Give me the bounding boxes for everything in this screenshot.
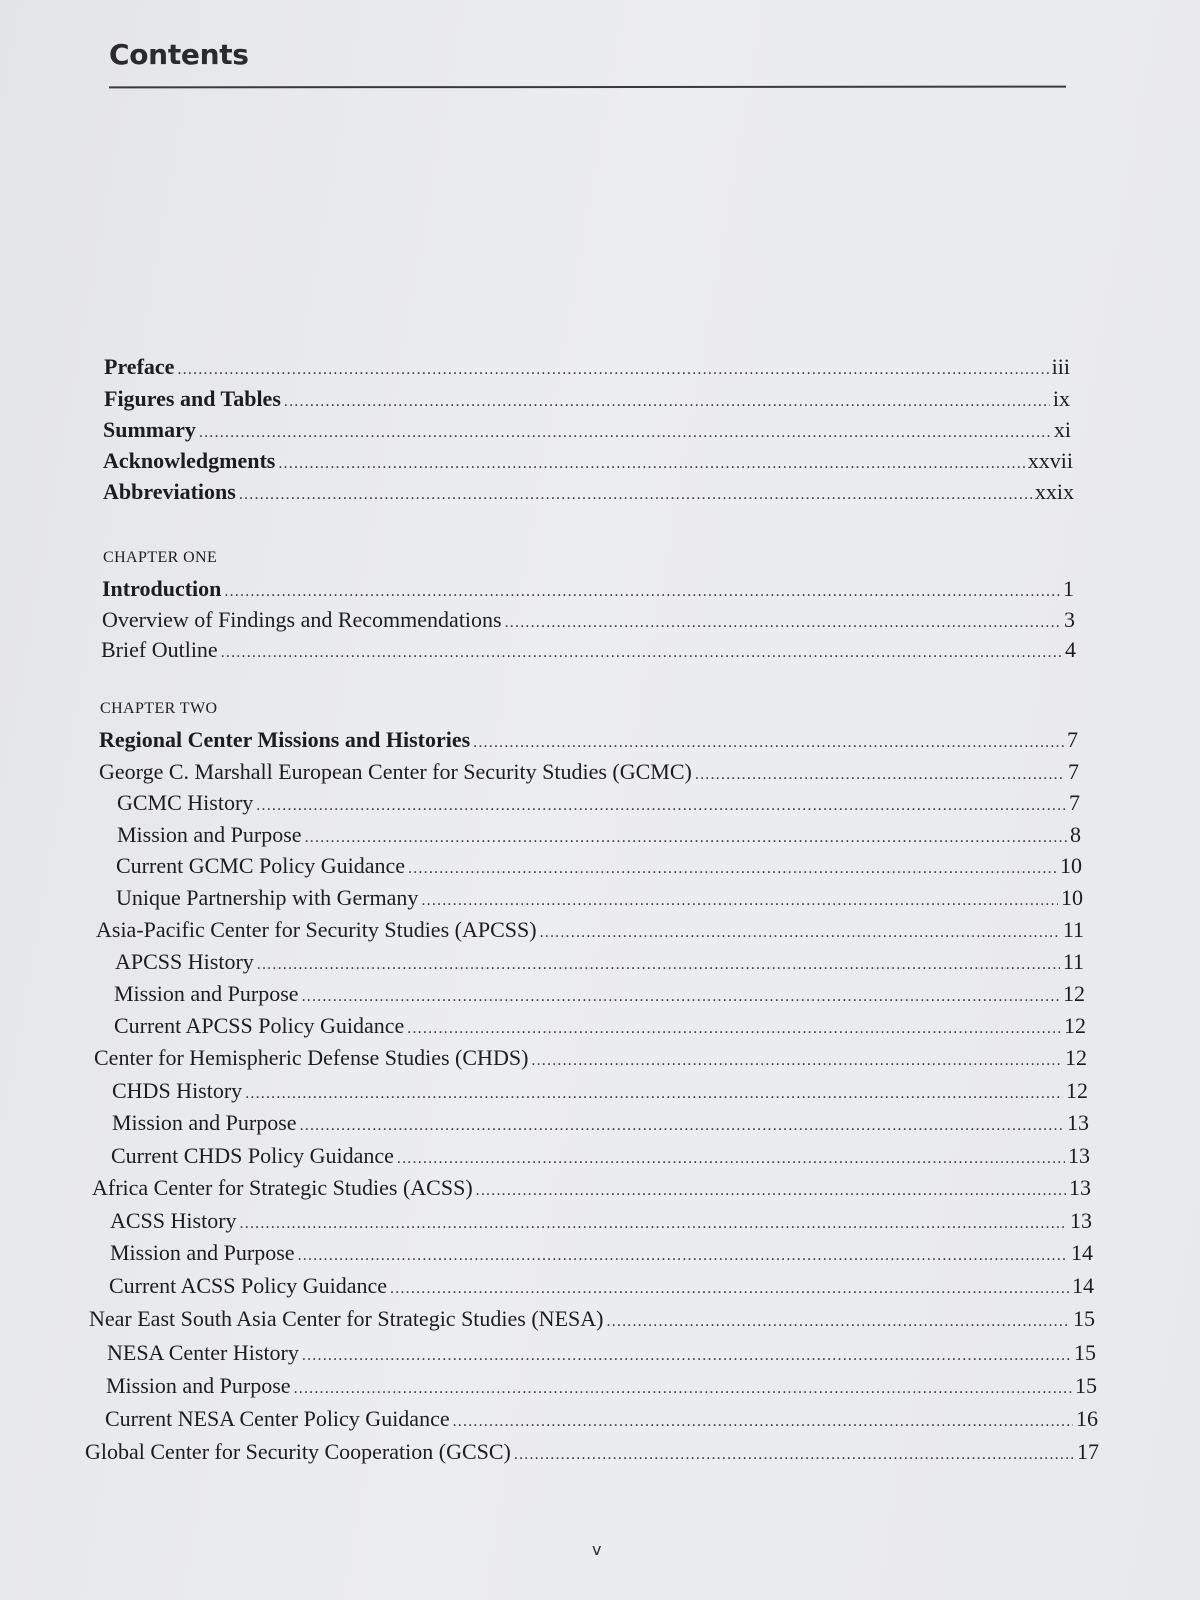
dot-leader [476,1176,1066,1206]
toc-entry-subsection[interactable] [110,1206,1092,1236]
dot-leader [284,387,1050,417]
toc-entry-subsection[interactable] [106,1371,1097,1401]
toc-page-number: 1 [1063,576,1074,601]
toc-page-number: xxix [1034,479,1074,504]
toc-entry-section[interactable] [102,605,1075,635]
toc-entry-title: CHDS History [112,1078,243,1103]
dot-leader [302,1341,1071,1371]
dot-leader [199,418,1051,448]
toc-page-number: 12 [1066,1078,1088,1103]
toc-entry-summary[interactable] [103,415,1071,445]
toc-entry-title: Summary [103,417,196,442]
toc-entry-section[interactable] [94,1043,1087,1073]
toc-entry-section[interactable] [96,915,1084,945]
toc-page-number: 11 [1062,917,1084,942]
toc-entry-subsection[interactable] [117,788,1080,818]
toc-entry-subsection[interactable] [114,979,1085,1009]
dot-leader [531,1046,1062,1076]
toc-entry-section[interactable] [85,1437,1099,1467]
toc-page-number: 10 [1060,853,1082,878]
toc-page-number: 15 [1073,1306,1095,1331]
toc-page-number: 12 [1065,1045,1087,1070]
chapter-label: CHAPTER TWO [100,700,218,717]
dot-leader [257,950,1060,980]
toc-entry-title: Current ACSS Policy Guidance [109,1273,388,1298]
toc-entry-subsection[interactable] [117,820,1081,850]
toc-page-number: xxvii [1027,448,1073,473]
dot-leader [407,1014,1061,1044]
dot-leader [302,982,1060,1012]
toc-entry-title: Global Center for Security Cooperation (GCSC) [85,1439,511,1464]
toc-entry-title: George C. Marshall European Center for Security Studies (GCMC) [99,759,692,784]
toc-entry-title: Mission and Purpose [112,1110,297,1135]
toc-entry-title: Current NESA Center Policy Guidance [105,1406,450,1431]
dot-leader [294,1374,1072,1404]
dot-leader [245,1079,1063,1109]
toc-entry-preface[interactable] [104,352,1070,382]
toc-entry-title: Regional Center Missions and Histories [99,727,471,752]
toc-page-number: 17 [1077,1439,1099,1464]
toc-entry-title: Mission and Purpose [110,1240,295,1265]
dot-leader [256,791,1066,821]
dot-leader [540,918,1060,948]
toc-entry-subsection[interactable] [115,947,1084,977]
toc-page-number: 3 [1064,607,1075,632]
dot-leader [240,1209,1067,1239]
toc-entry-title: Acknowledgments [103,448,276,473]
dot-leader [397,1144,1065,1174]
dot-leader [606,1307,1070,1337]
toc-entry-subsection[interactable] [112,1108,1089,1138]
toc-entry-subsection[interactable] [110,1238,1093,1268]
toc-page-number: 14 [1072,1273,1094,1298]
toc-entry-title: Unique Partnership with Germany [116,885,419,910]
dot-leader [421,886,1058,916]
toc-entry-subsection[interactable] [109,1271,1094,1301]
toc-entry-title: Center for Hemispheric Defense Studies (CHDS) [94,1045,529,1070]
dot-leader [305,823,1067,853]
dot-leader [298,1241,1068,1271]
dot-leader [408,854,1057,884]
toc-entry-chapter-title[interactable] [102,574,1074,604]
toc-entry-title: NESA Center History [107,1340,299,1365]
toc-entry-subsection[interactable] [105,1404,1098,1434]
page-number-folio: v [592,1540,602,1559]
toc-page-number: 15 [1074,1340,1096,1365]
dot-leader [390,1274,1069,1304]
toc-entry-abbreviations[interactable] [103,477,1074,507]
toc-entry-title: Current GCMC Policy Guidance [116,853,406,878]
toc-entry-title: Overview of Findings and Recommendations [102,607,502,632]
toc-entry-section[interactable] [92,1173,1091,1203]
toc-entry-title: Asia-Pacific Center for Security Studies (APCSS) [96,917,537,942]
toc-entry-title: Mission and Purpose [117,822,302,847]
toc-entry-title: Africa Center for Strategic Studies (ACSS) [92,1175,473,1200]
toc-page-number: 13 [1070,1208,1092,1233]
toc-entry-title: Near East South Asia Center for Strategic Studies (NESA) [89,1306,604,1331]
toc-entry-title: Preface [104,354,175,379]
dot-leader [177,355,1048,385]
toc-page-number: 16 [1076,1406,1098,1431]
toc-entry-title: Brief Outline [101,637,218,662]
toc-entry-section[interactable] [101,635,1076,665]
toc-page-number: 7 [1067,727,1078,752]
toc-page-number: 7 [1068,759,1079,784]
dot-leader [221,638,1062,668]
toc-page-number: 11 [1062,949,1084,974]
toc-entry-title: APCSS History [115,949,254,974]
toc-page-number: 10 [1061,885,1083,910]
toc-page-number: 4 [1065,637,1076,662]
page-title: Contents [109,38,249,71]
toc-page-number: 13 [1067,1110,1089,1135]
dot-leader [278,449,1024,479]
toc-page-number: xi [1053,417,1071,442]
toc-entry-acknowledgments[interactable] [103,446,1073,476]
toc-entry-figures-and-tables[interactable] [104,384,1070,414]
toc-page-number: ix [1052,386,1070,411]
toc-entry-title: Mission and Purpose [114,981,299,1006]
toc-entry-title: Abbreviations [103,479,236,504]
dot-leader [514,1440,1074,1470]
toc-page-number: 12 [1064,1013,1086,1038]
toc-entry-section[interactable] [99,757,1079,787]
chapter-label: CHAPTER ONE [103,549,218,566]
toc-page-number: iii [1051,354,1070,379]
toc-page-number: 8 [1070,822,1081,847]
toc-page-number: 7 [1069,790,1080,815]
toc-entry-subsection[interactable] [107,1338,1096,1368]
toc-entry-title: Figures and Tables [104,386,281,411]
toc-entry-title: Current CHDS Policy Guidance [111,1143,394,1168]
toc-entry-chapter-title[interactable] [99,725,1078,755]
toc-entry-section[interactable] [89,1304,1095,1334]
dot-leader [300,1111,1064,1141]
toc-entry-subsection[interactable] [112,1076,1088,1106]
toc-entry-subsection[interactable] [116,883,1083,913]
toc-entry-title: ACSS History [110,1208,237,1233]
toc-page-number: 13 [1069,1175,1091,1200]
toc-page-number: 15 [1075,1373,1097,1398]
toc-entry-title: Introduction [102,576,222,601]
toc-entry-title: Mission and Purpose [106,1373,291,1398]
toc-entry-subsection[interactable] [114,1011,1086,1041]
toc-entry-subsection[interactable] [116,851,1082,881]
dot-leader [473,728,1064,758]
dot-leader [453,1407,1073,1437]
toc-entry-title: GCMC History [117,790,254,815]
dot-leader [695,760,1065,790]
dot-leader [224,577,1060,607]
dot-leader [239,480,1032,510]
toc-entry-subsection[interactable] [111,1141,1090,1171]
toc-page-number: 12 [1063,981,1085,1006]
toc-page-number: 14 [1071,1240,1093,1265]
toc-page-number: 13 [1068,1143,1090,1168]
toc-entry-title: Current APCSS Policy Guidance [114,1013,405,1038]
dot-leader [505,608,1061,638]
